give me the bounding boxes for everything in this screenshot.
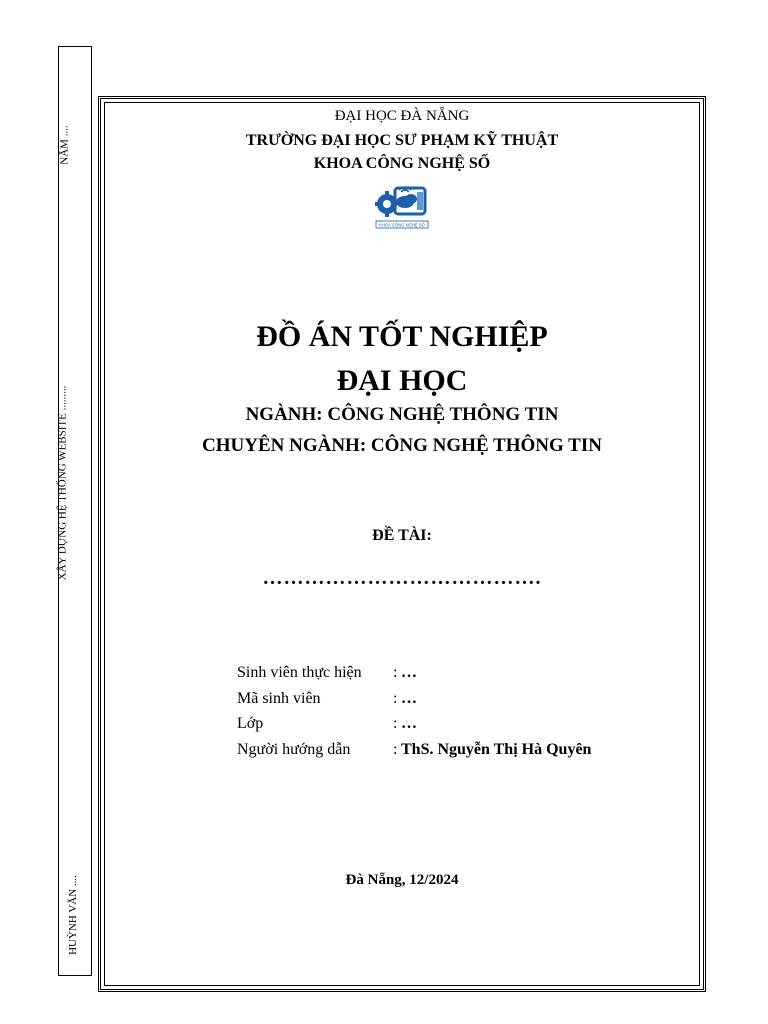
info-separator: : [393, 689, 398, 707]
faculty-name: KHOA CÔNG NGHỆ SỐ [313, 155, 491, 172]
spine-topic: XÂY DỰNG HỆ THỐNG WEBSITE ......... [56, 385, 69, 581]
info-value: … [401, 689, 417, 707]
thesis-title-line2: ĐẠI HỌC [336, 364, 468, 397]
major: NGÀNH: CÔNG NGHỆ THÔNG TIN [245, 404, 559, 425]
info-row-student [237, 664, 591, 690]
spine-year: NĂM .... [58, 125, 71, 165]
info-row-supervisor [237, 741, 591, 767]
student-info [237, 664, 591, 766]
place-date: Đà Nẵng, 12/2024 [345, 872, 459, 888]
info-row-student-id [237, 690, 591, 716]
info-value: ThS. Nguyễn Thị Hà Quyên [401, 740, 592, 758]
school-name: TRƯỜNG ĐẠI HỌC SƯ PHẠM KỸ THUẬT [245, 132, 559, 149]
info-separator: : [393, 664, 398, 681]
spine [58, 46, 92, 976]
university-name: ĐẠI HỌC ĐÀ NẴNG [334, 108, 470, 124]
info-label: Người hướng dẫn [237, 740, 351, 758]
topic-label: ĐỀ TÀI: [372, 527, 432, 544]
faculty-logo-icon [375, 180, 429, 230]
spine-author: HUỲNH VĂN .... [66, 875, 79, 955]
info-label: Lớp [237, 715, 264, 732]
logo-caption: KHOA CÔNG NGHỆ SỐ [379, 222, 425, 228]
info-label: Sinh viên thực hiện [237, 664, 362, 681]
info-row-class [237, 715, 591, 741]
info-value: … [401, 664, 417, 681]
info-separator: : [393, 740, 398, 758]
specialization: CHUYÊN NGÀNH: CÔNG NGHỆ THÔNG TIN [202, 435, 602, 456]
info-separator: : [393, 715, 398, 732]
info-value: … [401, 715, 417, 732]
info-label: Mã sinh viên [237, 689, 321, 707]
topic-value: …………………………………. [262, 567, 542, 589]
thesis-title-line1: ĐỒ ÁN TỐT NGHIỆP [256, 320, 548, 353]
